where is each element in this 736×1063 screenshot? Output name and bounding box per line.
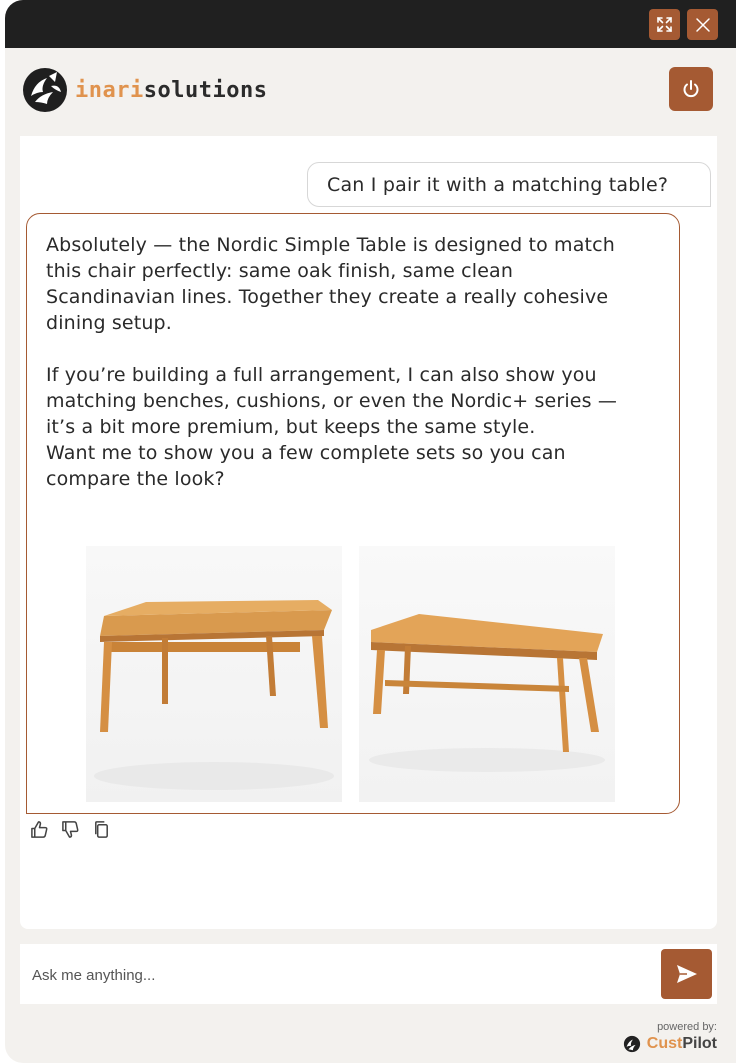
expand-icon (656, 16, 673, 33)
bot-paragraph: Want me to show you a few complete sets so you can compare the look? (46, 442, 566, 490)
custpilot-wordmark-part1: Cust (646, 1035, 683, 1052)
message-composer (20, 944, 717, 1004)
brand-wordmark-part2: solutions (143, 78, 268, 103)
message-input[interactable] (32, 964, 652, 986)
custpilot-logo-icon (623, 1035, 641, 1053)
bot-paragraph: Absolutely — the Nordic Simple Table is designed to match this chair perfectly: same oak finish, same clean Scandinavian lines. Together they create a really cohesive dining setup. (46, 234, 615, 334)
message-actions (30, 820, 111, 842)
title-bar (5, 0, 736, 48)
header (5, 48, 736, 136)
bot-message (26, 213, 680, 814)
brand-wordmark (75, 78, 267, 103)
powered-by-label: powered by: (657, 1021, 717, 1033)
send-button[interactable] (661, 949, 712, 999)
close-icon (695, 17, 711, 33)
brand-wordmark-part1: inari (75, 78, 144, 103)
table-illustration (86, 546, 342, 802)
product-image-table[interactable] (86, 546, 342, 802)
end-session-button[interactable] (669, 67, 713, 111)
copy-icon[interactable] (92, 820, 111, 839)
powered-by (623, 1021, 717, 1053)
close-button[interactable] (687, 9, 718, 40)
thumbs-down-icon[interactable] (61, 820, 80, 839)
user-message: Can I pair it with a matching table? (307, 162, 711, 207)
send-icon (675, 963, 699, 985)
power-icon (681, 79, 701, 99)
bench-illustration (359, 546, 615, 802)
custpilot-wordmark (647, 1035, 717, 1053)
chat-widget (5, 0, 736, 1063)
thumbs-up-icon[interactable] (30, 820, 49, 839)
powered-by-brand (623, 1035, 717, 1053)
conversation-panel (20, 136, 717, 929)
bot-message-text (46, 232, 646, 492)
product-image-bench[interactable] (359, 546, 615, 802)
custpilot-wordmark-part2: Pilot (682, 1035, 717, 1052)
bot-paragraph: If you’re building a full arrangement, I can also show you matching benches, cushions, or even the Nordic+ series — it’s a bit more premium, but keeps the same style. (46, 364, 617, 438)
fox-logo-icon (21, 66, 69, 114)
expand-button[interactable] (649, 9, 680, 40)
